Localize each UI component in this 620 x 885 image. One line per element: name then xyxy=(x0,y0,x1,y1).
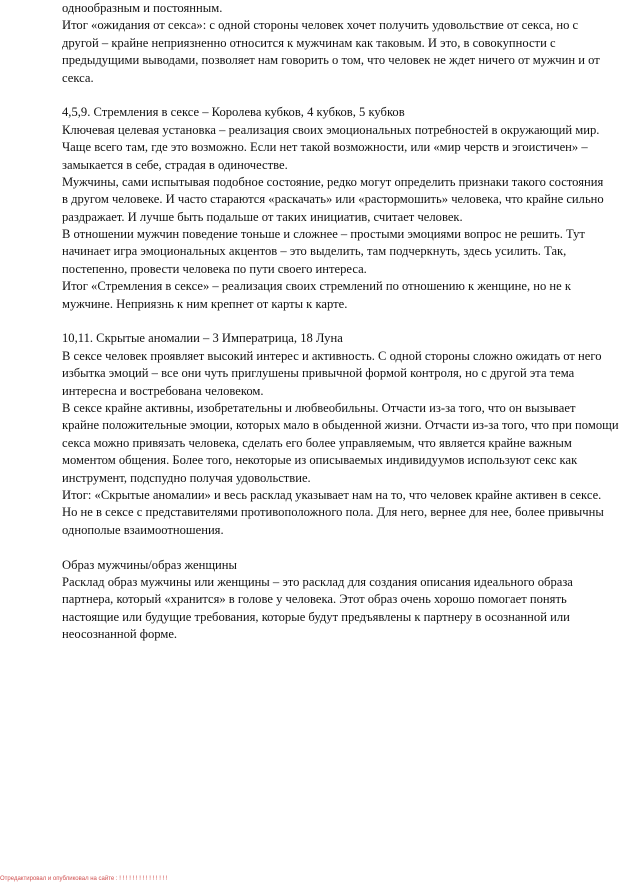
text-line: моментом общения. Более того, некоторые из описываемых индивидуумов используют секс как xyxy=(62,453,578,468)
paragraph-block xyxy=(62,0,618,87)
text-line: В сексе крайне активны, изобретательны и любвеобильны. Отчасти из-за того, что он вызывает xyxy=(62,400,576,415)
text-line: Но не в сексе с представителями противоположного пола. Для него, вернее для нее, более привычны xyxy=(62,505,604,520)
text-line: постепенно, провести человека по пути своего интереса. xyxy=(62,261,367,276)
text-line: замыкается в себе, страдая в одиночестве. xyxy=(62,157,288,172)
text-line: Расклад образ мужчины или женщины – это расклад для создания описания идеального образа xyxy=(62,574,573,589)
section-heading: 4,5,9. Стремления в сексе – Королева кубков, 4 кубков, 5 кубков xyxy=(62,105,405,120)
text-line: другой – крайне неприязненно относится к мужчинам как таковым. И это, в совокупности с xyxy=(62,35,556,50)
text-line: Итог «Стремления в сексе» – реализация своих стремлений по отношению к женщине, но не к xyxy=(62,279,572,294)
text-line: секса можно привязать человека, сделать его более управляемым, что является крайне важным xyxy=(62,435,572,450)
text-line: однополые взаимоотношения. xyxy=(62,522,224,537)
text-line: настоящие или будущие требования, которые будут предъявлены к партнеру в осознанной или xyxy=(62,609,570,624)
text-line: В отношении мужчин поведение тоньше и сложнее – простыми эмоциями вопрос не решить. Тут xyxy=(62,227,585,242)
text-line: партнера, который «хранится» в голове у человека. Этот образ очень хорошо помогает понять xyxy=(62,592,567,607)
text-line: однообразным и постоянным. xyxy=(62,1,223,15)
document-page xyxy=(62,0,618,643)
text-line: неосознанной форме. xyxy=(62,627,178,642)
text-line: Чаще всего там, где это возможно. Если нет такой возможности, или «мир черств и эгоистичен» – xyxy=(62,140,588,155)
paragraph-gap xyxy=(62,313,618,330)
text-line: предыдущими выводами, позволяет нам говорить о том, что человек не ждет ничего от мужчин и от xyxy=(62,53,600,68)
text-line: в другом человеке. И часто стараются «раскачать» или «растормошить» человека, что крайне сильно xyxy=(62,192,604,207)
text-line: Итог «ожидания от секса»: с одной стороны человек хочет получить удовольствие от секса, но с xyxy=(62,18,579,33)
text-line: раздражает. И лучше быть подальше от таких инициатив, считает человек. xyxy=(62,209,463,224)
text-line: мужчине. Неприязнь к ним крепнет от карты к карте. xyxy=(62,296,348,311)
text-line: Мужчины, сами испытывая подобное состояние, редко могут определить признаки такого состояния xyxy=(62,174,604,189)
paragraph-block xyxy=(62,330,618,539)
text-line: инструмент, подспудно получая удовольствие. xyxy=(62,470,311,485)
text-line: В сексе человек проявляет высокий интерес и активность. С одной стороны сложно ожидать от него xyxy=(62,348,602,363)
text-line: крайне положительные эмоции, которых мало в обыденной жизни. Отчасти из-за того, что при помощи xyxy=(62,418,619,433)
publisher-footer: Отредактировал и опубликовал на сайте : ! ! ! ! ! ! ! ! ! ! ! ! ! ! ! xyxy=(0,876,168,882)
text-line: секса. xyxy=(62,70,94,85)
paragraph-gap xyxy=(62,87,618,104)
section-heading: 10,11. Скрытые аномалии – 3 Императрица, 18 Луна xyxy=(62,331,343,346)
text-line: избытка эмоций – все они чуть приглушены привычной формой контроля, но с другой эта тема xyxy=(62,366,575,381)
text-line: Ключевая целевая установка – реализация своих эмоциональных потребностей в окружающий мир. xyxy=(62,122,600,137)
text-line: интересна и востребована человеком. xyxy=(62,383,264,398)
paragraph-block xyxy=(62,557,618,644)
section-heading: Образ мужчины/образ женщины xyxy=(62,557,237,572)
paragraph-gap xyxy=(62,539,618,556)
paragraph-block xyxy=(62,104,618,313)
text-line: начинает игра эмоциональных акцентов – это выделить, там подчеркнуть, здесь усилить. Так, xyxy=(62,244,567,259)
text-line: Итог: «Скрытые аномалии» и весь расклад указывает нам на то, что человек крайне активен в сексе. xyxy=(62,487,602,502)
